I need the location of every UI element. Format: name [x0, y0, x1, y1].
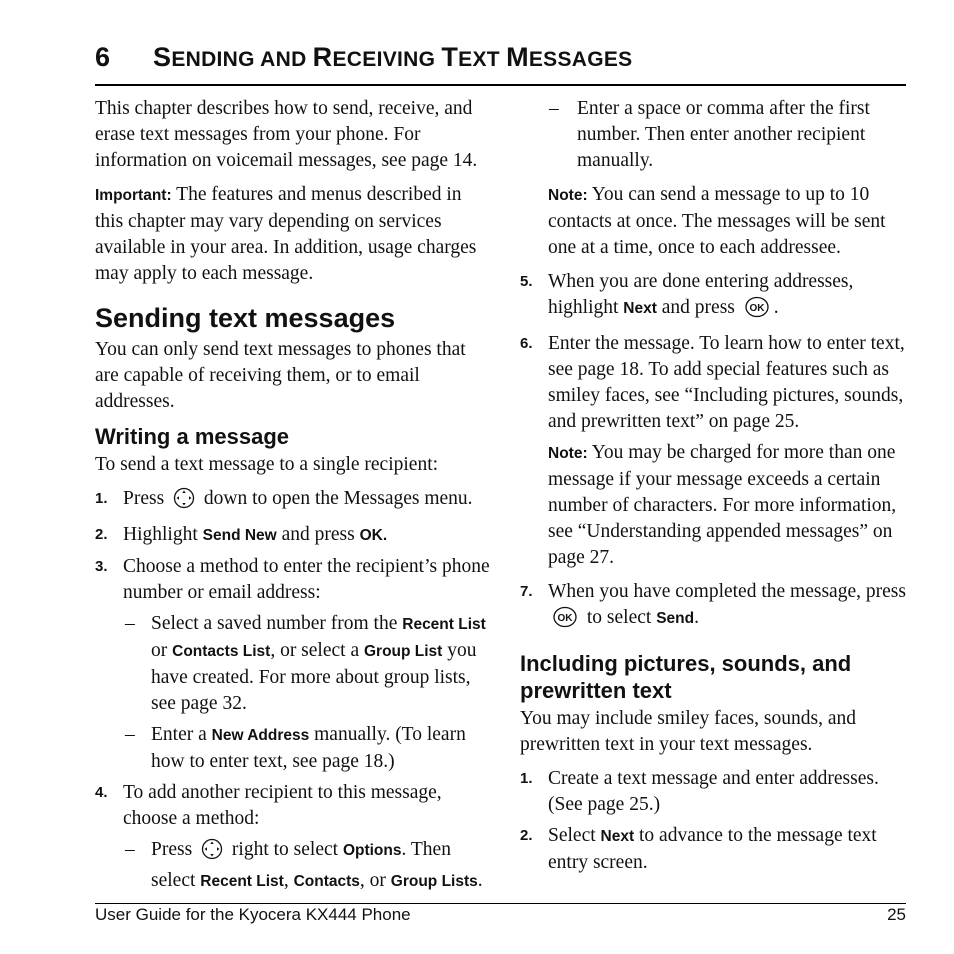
including-step-2: 2. Select Next to advance to the message text entry screen.: [520, 825, 877, 873]
step-7: 7. When you have completed the message, press OK to select Send.: [520, 579, 912, 636]
note-charges: Note: You may be charged for more than one message if your message exceeds a certain number of characters. For more information, see “Understanding appended messages” on page 27.: [548, 442, 897, 568]
nav-key-icon: [201, 838, 223, 868]
title-part: T: [441, 42, 459, 72]
title-part: M: [506, 42, 529, 72]
page-number: 25: [887, 905, 906, 924]
step-3: 3. Choose a method to enter the recipient’s phone number or email address:: [95, 556, 490, 603]
title-part: ENDING AND: [171, 48, 313, 71]
step-3-option-a: – Select a saved number from the Recent List or Contacts List, or select a Group List you have created. For more about group lists, see page 32.: [125, 613, 486, 714]
footer-title: User Guide for the Kyocera KX444 Phone: [95, 905, 411, 924]
including-paragraph: You may include smiley faces, sounds, and prewritten text in your text messages.: [520, 708, 856, 755]
svg-text:OK: OK: [749, 303, 765, 314]
step-4-option-a: – Press right to select Options. Then select Recent List, Contacts, or Group Lists.: [125, 839, 483, 891]
section-heading-sending: Sending text messages: [95, 303, 396, 333]
note-recipients: Note: You can send a message to up to 10 contacts at once. The messages will be sent one at a time, once to each addressee.: [548, 184, 886, 258]
subheading-writing: Writing a message: [95, 424, 289, 449]
title-part: S: [153, 42, 172, 72]
title-part: ECEIVING: [332, 48, 442, 71]
nav-key-icon: [173, 487, 195, 517]
svg-text:OK: OK: [557, 613, 573, 624]
chapter-title: [95, 42, 633, 73]
step-6: 6. Enter the message. To learn how to enter text, see page 18. To add special features such as smiley faces, see “Including pictures, sounds, and prewritten text” on page 25.: [520, 333, 905, 432]
step-3-option-b: – Enter a New Address manually. (To learn how to enter text, see page 18.): [125, 724, 466, 772]
title-part: R: [312, 42, 333, 72]
footer-rule: [95, 903, 906, 904]
left-column: [95, 96, 490, 900]
intro-paragraph: This chapter describes how to send, receive, and erase text messages from your phone. For information on voicemail messages, see page 14.: [95, 98, 478, 171]
step-4-option-b: – Enter a space or comma after the first number. Then enter another recipient manually.: [549, 98, 870, 171]
ok-key-icon: [552, 606, 578, 636]
step-2: 2. Highlight Send New and press OK.: [95, 524, 388, 545]
writing-intro: To send a text message to a single recipient:: [95, 454, 439, 475]
sending-paragraph: You can only send text messages to phones that are capable of receiving them, or to email addresses.: [95, 339, 466, 412]
step-4: 4. To add another recipient to this message, choose a method:: [95, 782, 442, 829]
important-paragraph: Important: The features and menus described in this chapter may vary depending on services available in your area. In addition, usage charges may apply to each message.: [95, 184, 477, 284]
right-column: [520, 96, 912, 881]
subheading-including: Including pictures, sounds, and prewritten text: [520, 651, 852, 703]
title-rule: [95, 84, 906, 86]
title-part: ESSAGES: [528, 48, 633, 71]
step-1: 1. Press down to open the Messages menu.: [95, 486, 490, 517]
chapter-number: 6: [95, 42, 111, 72]
title-part: EXT: [458, 48, 507, 71]
step-5: 5. When you are done entering addresses, highlight Next and press OK .: [520, 269, 912, 326]
including-step-1: 1. Create a text message and enter addresses.(See page 25.): [520, 768, 879, 815]
ok-key-icon: [744, 296, 770, 326]
